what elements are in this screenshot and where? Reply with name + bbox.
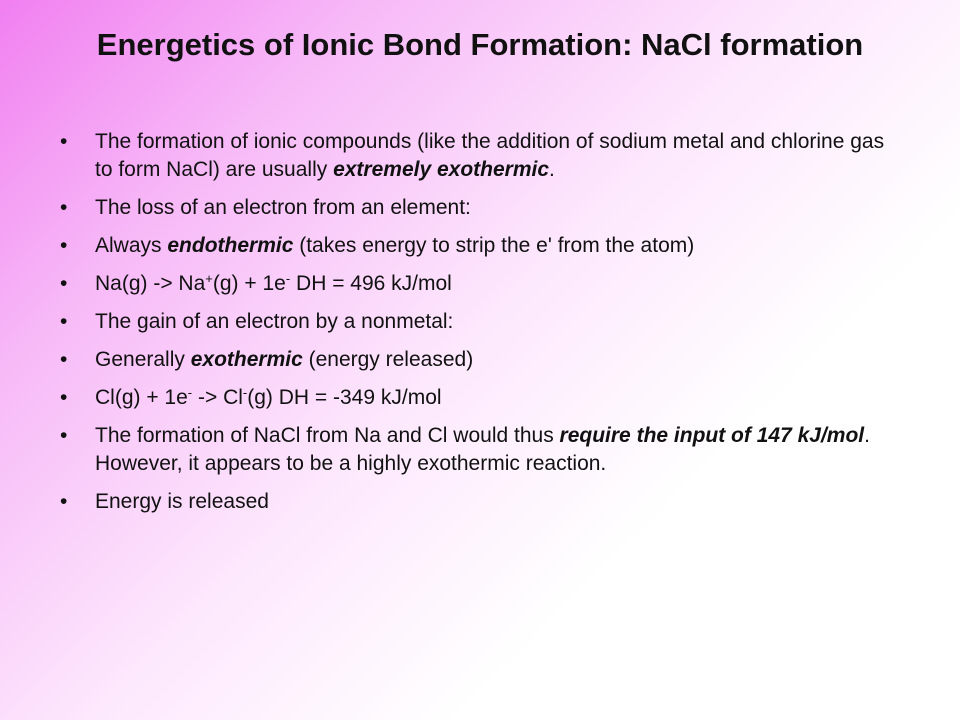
bullet-ionic-formation: [60, 128, 890, 184]
equation-text: Cl(g) + 1e: [95, 386, 188, 409]
bullet-text: . However, it appears to be a highly exothermic reaction.: [95, 424, 870, 475]
bullet-dot: •: [60, 234, 68, 257]
superscript-charge: -: [187, 385, 193, 400]
equation-text: -> Cl: [192, 386, 243, 409]
bullet-text: .: [549, 158, 555, 181]
bullet-nacl-formation: [60, 422, 890, 478]
bullet-text: The gain of an electron by a nonmetal:: [95, 310, 454, 333]
bullet-exothermic: [60, 346, 890, 374]
bullet-electron-loss: [60, 194, 890, 222]
slide-title: Energetics of Ionic Bond Formation: NaCl formation: [96, 27, 864, 62]
superscript-charge: -: [242, 385, 248, 400]
bullet-text: Energy is released: [95, 490, 269, 513]
emphasis-text: endothermic: [167, 234, 294, 257]
bullet-dot: •: [60, 424, 68, 447]
bullet-text: Generally: [95, 348, 191, 371]
emphasis-text: exothermic: [190, 348, 303, 371]
equation-text: Na(g) -> Na: [95, 272, 206, 295]
equation-text: (g) + 1e: [212, 272, 286, 295]
emphasis-text: extremely exothermic: [333, 158, 550, 181]
bullet-text: (energy released): [302, 348, 474, 371]
bullet-list: [60, 128, 890, 526]
bullet-dot: •: [60, 490, 68, 513]
bullet-dot: •: [60, 130, 68, 153]
equation-text: (g) DH = -349 kJ/mol: [247, 386, 442, 409]
emphasis-text: require the input of 147 kJ/mol: [559, 424, 865, 447]
bullet-chlorine-equation: [60, 384, 890, 412]
bullet-text: Always: [95, 234, 168, 257]
superscript-charge: +: [205, 271, 213, 286]
bullet-text: The formation of NaCl from Na and Cl would thus: [95, 424, 560, 447]
bullet-dot: •: [60, 310, 68, 333]
superscript-charge: -: [285, 271, 291, 286]
bullet-endothermic: [60, 232, 890, 260]
bullet-text: The formation of ionic compounds (like the addition of sodium metal and chlorine gas to form NaCl) are usually: [95, 130, 885, 181]
equation-text: DH = 496 kJ/mol: [290, 272, 452, 295]
bullet-dot: •: [60, 272, 68, 295]
bullet-text: (takes energy to strip the e' from the atom): [293, 234, 695, 257]
bullet-dot: •: [60, 348, 68, 371]
bullet-energy-released: [60, 488, 890, 516]
bullet-dot: •: [60, 196, 68, 219]
bullet-electron-gain: [60, 308, 890, 336]
bullet-sodium-equation: [60, 270, 890, 298]
bullet-dot: •: [60, 386, 68, 409]
bullet-text: The loss of an electron from an element:: [95, 196, 471, 219]
